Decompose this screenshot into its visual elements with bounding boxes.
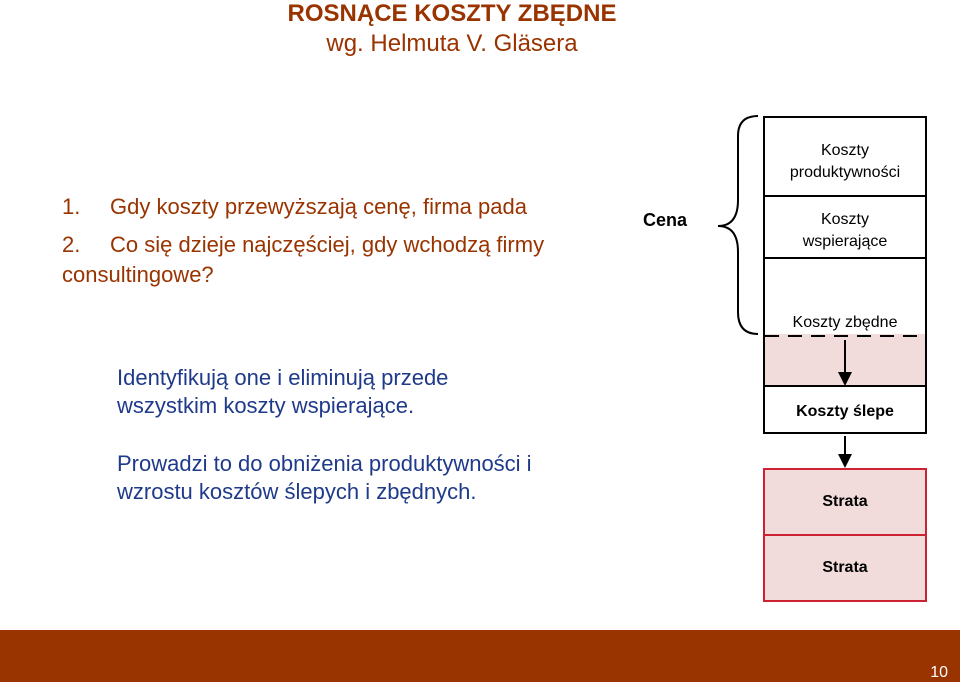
paragraph-identify: [117, 364, 637, 420]
loss-label: Strata: [822, 493, 868, 510]
slide-subtitle: wg. Helmuta V. Gläsera: [326, 30, 578, 57]
cost-stack: [763, 116, 927, 434]
paragraph-line: wzrostu kosztów ślepych i zbędnych.: [117, 479, 477, 504]
page-number: 10: [930, 664, 948, 681]
productive-costs-line: produktywności: [789, 164, 901, 181]
paragraph-result: [117, 450, 637, 506]
list-number: 1.: [62, 194, 81, 219]
loss-label: Strata: [822, 559, 868, 576]
paragraph-line: wszystkim koszty wspierające.: [117, 393, 415, 418]
supporting-costs-line: Koszty: [820, 211, 869, 228]
loss-box: [763, 468, 927, 536]
list-item: [62, 192, 602, 222]
list-text: Gdy koszty przewyższają cenę, firma pada: [110, 194, 527, 219]
price-label: Cena: [643, 210, 688, 230]
list-text: Co się dzieje najczęściej, gdy wchodzą firmy: [110, 232, 545, 257]
paragraph-line: Prowadzi to do obniżenia produktywności i: [117, 451, 532, 476]
question-list: [62, 192, 602, 298]
blind-costs-label: Koszty ślepe: [796, 403, 894, 420]
price-brace: [718, 116, 758, 334]
supporting-costs-line: wspierające: [802, 233, 888, 250]
list-number: 2.: [62, 232, 81, 257]
list-text-continued: consultingowe?: [62, 262, 214, 287]
loss-box: [763, 534, 927, 602]
paragraph-line: Identyfikują one i eliminują przede: [117, 365, 449, 390]
supporting-costs-label: [765, 209, 925, 253]
productive-costs-label: [765, 140, 925, 184]
list-item: [62, 230, 602, 290]
unnecessary-costs-label: Koszty zbędne: [792, 314, 898, 331]
slide-title: ROSNĄCE KOSZTY ZBĘDNE: [287, 0, 617, 27]
arrow-head-icon: [838, 454, 852, 468]
footer-bar: [0, 630, 960, 682]
productive-costs-line: Koszty: [820, 142, 869, 159]
